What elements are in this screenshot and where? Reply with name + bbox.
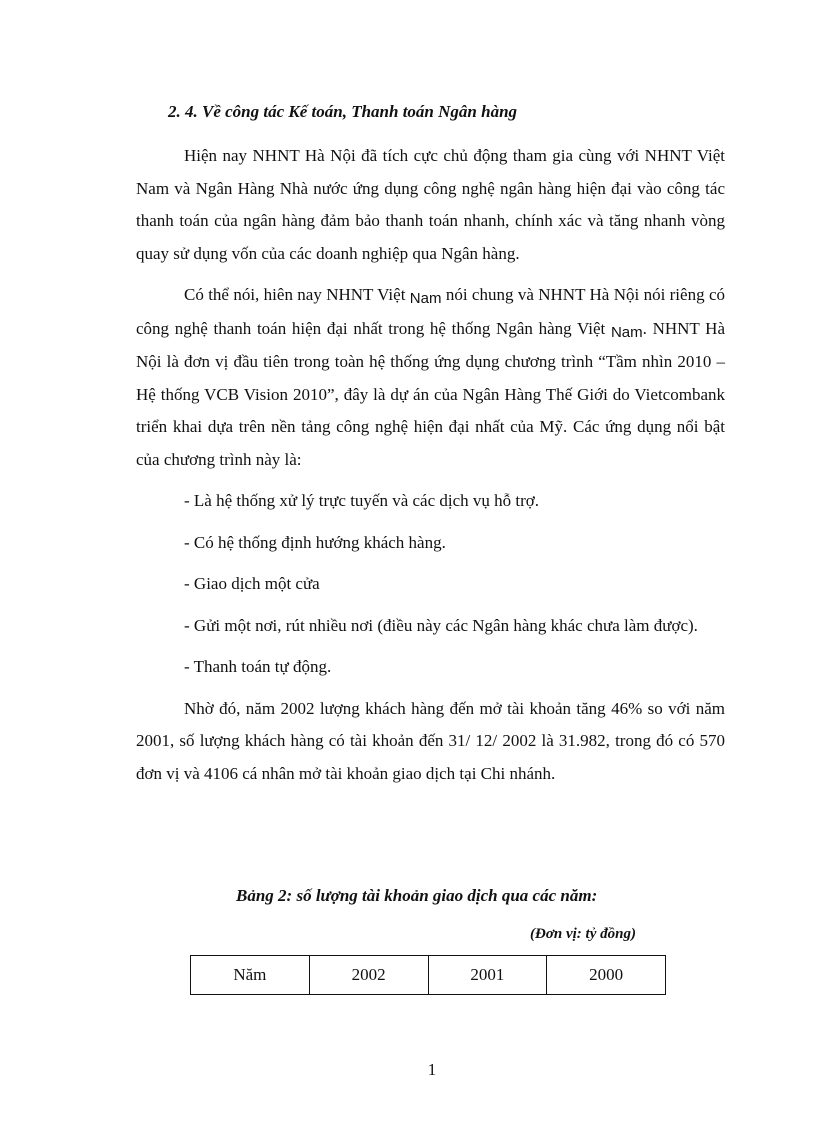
list-item: - Thanh toán tự động. bbox=[184, 657, 332, 676]
table-caption: Bảng 2: số lượng tài khoản giao dịch qua các năm: bbox=[236, 886, 598, 905]
list-item: - Là hệ thống xử lý trực tuyến và các dịch vụ hỗ trợ. bbox=[184, 491, 540, 510]
paragraph-results: Nhờ đó, năm 2002 lượng khách hàng đến mở tài khoản tăng 46% so với năm 2001, số lượng khách hàng có tài khoản đến 31/ 12/ 2002 là 31.982, trong đó có 570 đơn vị và 4106 cá nhân mở tài khoản giao dịch tại Chi nhánh. bbox=[136, 698, 725, 783]
table-cell-2000: 2000 bbox=[547, 956, 666, 995]
section-heading: 2. 4. Về công tác Kế toán, Thanh toán Ngân hàng bbox=[168, 102, 518, 121]
paragraph-technology-part-b: nói chung và NHNT Hà Nội nói riêng có công nghệ thanh toán hiện đại nhất trong hệ thống Ngân hàng Việt bbox=[136, 285, 725, 338]
table-cell-2001: 2001 bbox=[428, 956, 547, 995]
paragraph-technology-part-c: . NHNT Hà Nội là đơn vị đầu tiên trong toàn hệ thống ứng dụng chương trình “Tầm nhìn 2010 – Hệ thống VCB Vision 2010”, đây là dự án của Ngân Hàng Thế Giới do Vietcombank triển khai dựa trên nền tảng công nghệ hiện đại nhất của Mỹ. Các ứng dụng nổi bật của chương trình này là: bbox=[136, 318, 725, 469]
country-word-nam: Nam bbox=[409, 290, 442, 307]
accounts-table bbox=[190, 955, 666, 995]
paragraph-technology bbox=[136, 279, 725, 476]
country-word-nam: Nam bbox=[610, 323, 643, 341]
list-item: - Có hệ thống định hướng khách hàng. bbox=[184, 532, 446, 552]
paragraph-intro: Hiện nay NHNT Hà Nội đã tích cực chủ động tham gia cùng với NHNT Việt Nam và Ngân Hàng Nhà nước ứng dụng công nghệ ngân hàng hiện đại vào công tác thanh toán của ngân hàng đảm bảo thanh toán nhanh, chính xác và tăng nhanh vòng quay sử dụng vốn của các doanh nghiệp qua Ngân hàng. bbox=[136, 146, 725, 263]
table-row bbox=[191, 956, 666, 995]
list-item: - Gửi một nơi, rút nhiều nơi (điều này các Ngân hàng khác chưa làm được). bbox=[184, 615, 698, 635]
body-text bbox=[136, 140, 725, 799]
table-cell-year-label: Năm bbox=[191, 956, 310, 995]
unit-note: (Đơn vị: tỷ đồng) bbox=[530, 926, 636, 942]
paragraph-technology-part-a: Có thể nói, hiên nay NHNT Việt bbox=[184, 285, 410, 304]
page-number: 1 bbox=[427, 1060, 437, 1079]
table-cell-2002: 2002 bbox=[309, 956, 428, 995]
list-item: - Giao dịch một cửa bbox=[184, 574, 320, 593]
